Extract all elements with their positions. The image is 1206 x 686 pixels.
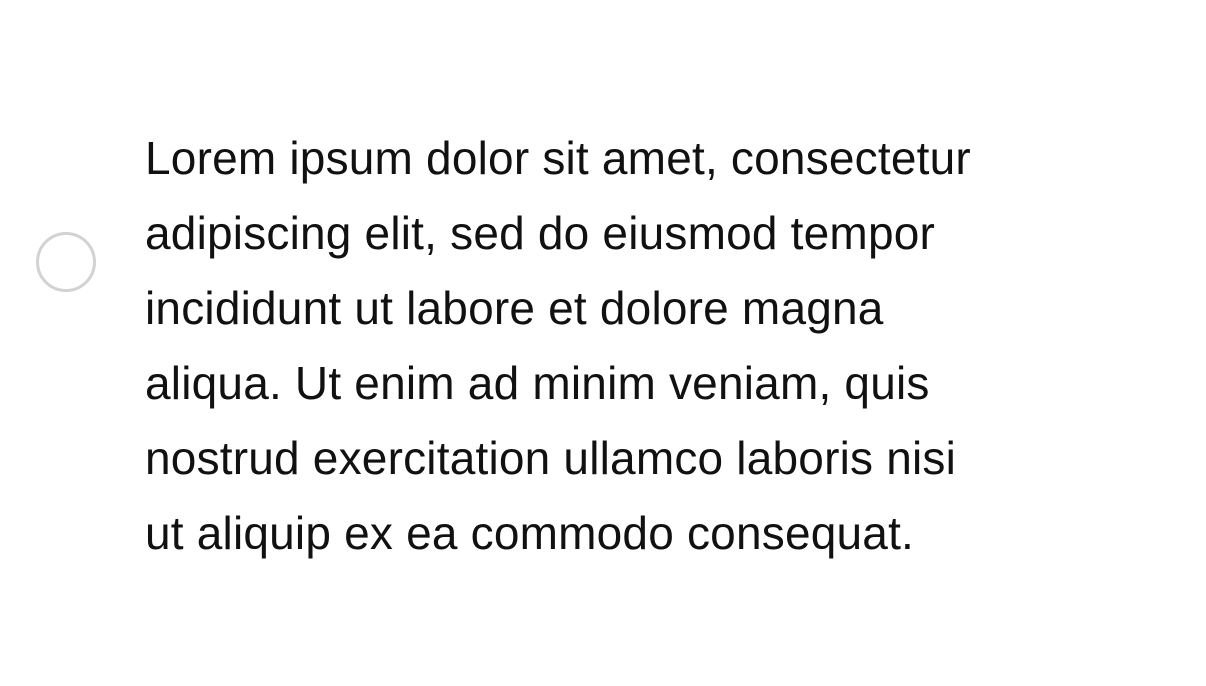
text-line: ut aliquip ex ea commodo consequat.: [145, 507, 915, 559]
text-line: aliqua. Ut enim ad minim veniam, quis: [145, 357, 930, 409]
text-line: adipiscing elit, sed do eiusmod tempor: [145, 207, 936, 259]
text-line: incididunt ut labore et dolore magna: [145, 282, 884, 334]
item-text: [145, 121, 1175, 571]
radio-button[interactable]: [36, 232, 96, 292]
text-line: Lorem ipsum dolor sit amet, consectetur: [145, 132, 971, 184]
text-line: nostrud exercitation ullamco laboris nisi: [145, 432, 957, 484]
